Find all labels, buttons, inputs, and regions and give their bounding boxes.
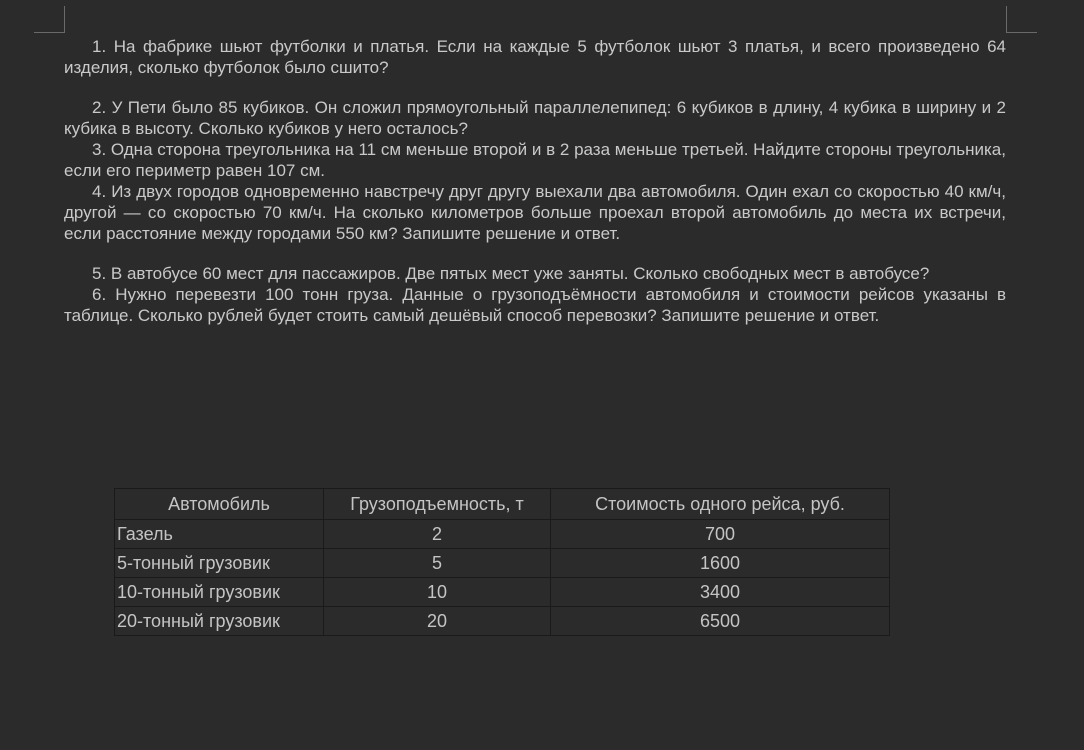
table-row: [115, 520, 890, 549]
table-cell-capacity: 2: [324, 520, 551, 549]
problem-6: 6. Нужно перевезти 100 тонн груза. Данные о грузоподъёмности автомобиля и стоимости рейсов указаны в таблице. Сколько рублей будет стоить самый дешёвый способ перевозки? Запишите решение и ответ.: [64, 285, 1006, 325]
paragraph-gap: [64, 78, 1006, 97]
table-cell-cost: 1600: [551, 549, 890, 578]
table-cell-vehicle: Газель: [115, 520, 324, 549]
table-row: [115, 607, 890, 636]
paragraph-gap: [64, 244, 1006, 263]
table-header-cost: Стоимость одного рейса, руб.: [551, 489, 890, 520]
table-cell-cost: 6500: [551, 607, 890, 636]
table-cell-capacity: 10: [324, 578, 551, 607]
table-cell-capacity: 5: [324, 549, 551, 578]
table-cell-cost: 700: [551, 520, 890, 549]
problem-3: 3. Одна сторона треугольника на 11 см меньше второй и в 2 раза меньше третьей. Найдите стороны треугольника, если его периметр равен 107 см.: [64, 140, 1006, 180]
vehicle-table: [114, 488, 890, 636]
table-header-vehicle: Автомобиль: [115, 489, 324, 520]
table-header-row: [115, 489, 890, 520]
page-corner-mark-right: [1006, 6, 1037, 33]
table-header-capacity: Грузоподъемность, т: [324, 489, 551, 520]
problem-4: 4. Из двух городов одновременно навстречу друг другу выехали два автомобиля. Один ехал со скоростью 40 км/ч, другой — со скоростью 70 км/ч. На сколько километров больше проехал второй автомобиль до места их встречи, если расстояние между городами 550 км? Запишите решение и ответ.: [64, 182, 1006, 243]
document-body: [64, 36, 1006, 326]
table-cell-vehicle: 10-тонный грузовик: [115, 578, 324, 607]
table-cell-vehicle: 20-тонный грузовик: [115, 607, 324, 636]
problem-5: 5. В автобусе 60 мест для пассажиров. Две пятых мест уже заняты. Сколько свободных мест в автобусе?: [92, 264, 930, 283]
problem-1: 1. На фабрике шьют футболки и платья. Если на каждые 5 футболок шьют 3 платья, и всего произведено 64 изделия, сколько футболок было сшито?: [64, 37, 1006, 77]
page-corner-mark-left: [34, 6, 65, 33]
table-cell-cost: 3400: [551, 578, 890, 607]
table-cell-vehicle: 5-тонный грузовик: [115, 549, 324, 578]
problem-2: 2. У Пети было 85 кубиков. Он сложил прямоугольный параллелепипед: 6 кубиков в длину, 4 кубика в ширину и 2 кубика в высоту. Сколько кубиков у него осталось?: [64, 98, 1006, 138]
table-row: [115, 578, 890, 607]
table-row: [115, 549, 890, 578]
table-cell-capacity: 20: [324, 607, 551, 636]
